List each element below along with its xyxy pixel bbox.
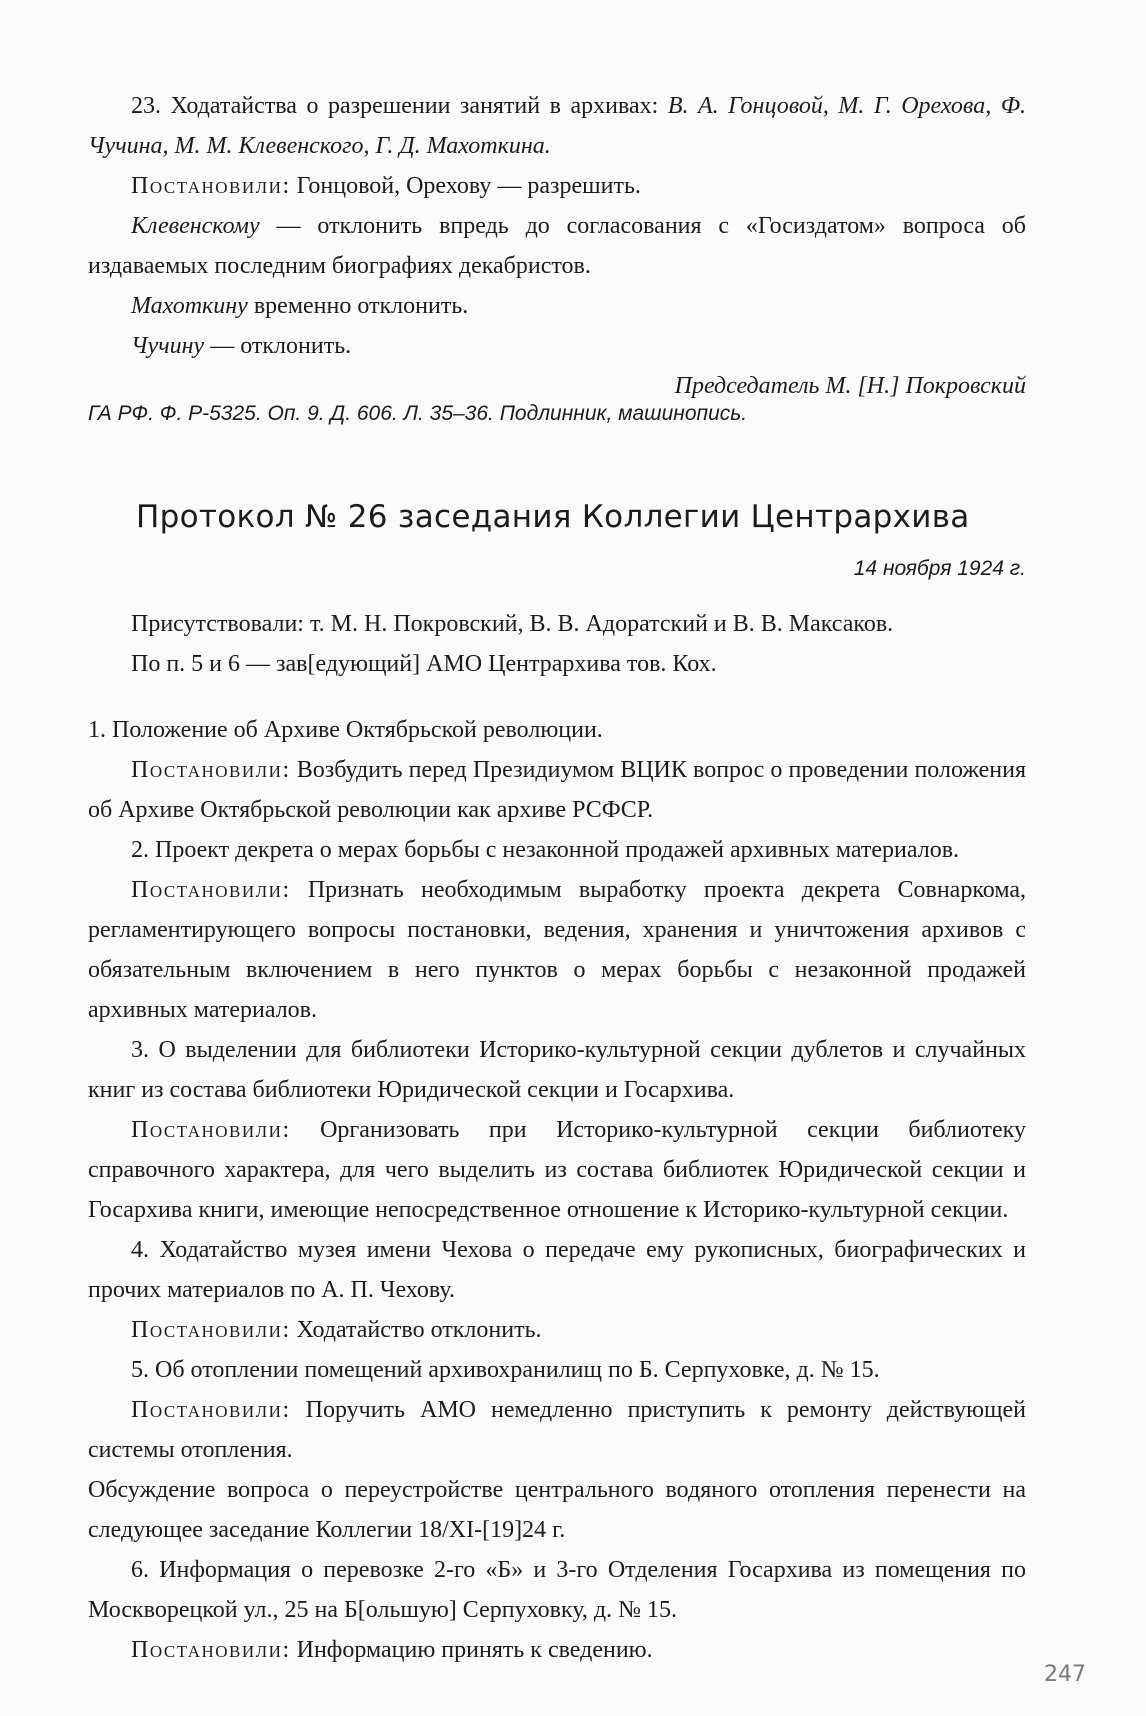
resolved-text: Гонцовой, Орехову — разрешить. [290, 173, 641, 199]
signature: Председатель М. [Н.] Покровский [674, 373, 1026, 399]
resolution-text: Ходатайство отклонить. [290, 1317, 542, 1343]
agenda-item-6: 6. Информация о перевозке 2-го «Б» и 3-го Отделения Госархива из помещения по Москворецкой ул., 25 на Б[ольшую] Серпуховку, д. № 15. [88, 1557, 1026, 1623]
item-23-resolution [88, 166, 1026, 206]
agenda-item-4: 4. Ходатайство музея имени Чехова о передаче ему рукописных, биографических и прочих материалов по А. П. Чехову. [88, 1237, 1026, 1303]
attendance-block [88, 604, 1026, 684]
resolution-4 [88, 1310, 1026, 1350]
item-23-names: В. А. Гонцовой, М. Г. Орехова, Ф. Чучина, М. М. Клевенского, Г. Д. Махоткина. [88, 93, 1026, 159]
item-23-klevensky [88, 206, 1026, 286]
chuchin-name: Чучину [131, 333, 205, 359]
attendance-line-2: По п. 5 и 6 — зав[едующий] АМО Центрархива тов. Кох. [131, 651, 717, 677]
resolution-text: Признать необходимым выработку проекта декрета Совнаркома, регламентирующего вопросы постановки, ведения, хранения и уничтожения архивов с обязательным включением в него пунктов о мерах борьбы с незаконной продажей архивных материалов. [88, 877, 1026, 1023]
resolution-1 [88, 750, 1026, 830]
item-23-lead: 23. Ходатайства о разрешении занятий в архивах: [131, 93, 668, 119]
resolution-label: Постановили: [131, 877, 291, 903]
resolution-text: Поручить АМО немедленно приступить к ремонту действующей системы отопления. [88, 1397, 1026, 1463]
resolution-label: Постановили: [131, 1317, 291, 1343]
archive-reference: ГА РФ. Ф. Р-5325. Оп. 9. Д. 606. Л. 35–36. Подлинник, машинопись. [88, 402, 748, 425]
attendance-line: Присутствовали: т. М. Н. Покровский, В. В. Адоратский и В. В. Максаков. [131, 611, 894, 637]
item-23-block [88, 86, 1026, 406]
resolution-label: Постановили: [131, 1117, 291, 1143]
resolved-label: Постановили: [131, 173, 291, 199]
resolution-5-note: Обсуждение вопроса о переустройстве центрального водяного отопления перенести на следующее заседание Коллегии 18/XI-[19]24 г. [88, 1477, 1026, 1543]
resolution-label: Постановили: [131, 1637, 291, 1663]
resolution-5 [88, 1390, 1026, 1470]
makhotkin-text: временно отклонить. [247, 293, 469, 319]
resolution-label: Постановили: [131, 757, 291, 783]
item-23-paragraph [88, 86, 1026, 166]
document-title: Протокол № 26 заседания Коллегии Центрархива [136, 499, 970, 535]
item-23-chuchin [88, 326, 1026, 366]
document-date: 14 ноября 1924 г. [853, 557, 1026, 580]
resolution-text: Организовать при Историко-культурной секции библиотеку справочного характера, для чего выделить из состава библиотек Юридической секции и Госархива книги, имеющие непосредственное отношение к Историко-культурной секции. [88, 1117, 1026, 1223]
resolution-6 [88, 1630, 1026, 1670]
resolution-text: Возбудить перед Президиумом ВЦИК вопрос о проведении положения об Архиве Октябрьской революции как архиве РСФСР. [88, 757, 1026, 823]
chuchin-text: — отклонить. [204, 333, 352, 359]
agenda-item-3: 3. О выделении для библиотеки Историко-культурной секции дублетов и случайных книг из состава библиотеки Юридической секции и Госархива. [88, 1037, 1026, 1103]
makhotkin-name: Махоткину [131, 293, 248, 319]
klevensky-name: Клевенскому [131, 213, 260, 239]
resolution-label: Постановили: [131, 1397, 291, 1423]
agenda-items [88, 710, 1026, 1670]
agenda-item-1: 1. Положение об Архиве Октябрьской революции. [88, 717, 603, 743]
klevensky-text: — отклонить впредь до согласования с «Госиздатом» вопроса об издаваемых последним биографиях декабристов. [88, 213, 1026, 279]
item-23-makhotkin [88, 286, 1026, 326]
resolution-2 [88, 870, 1026, 1030]
resolution-text: Информацию принять к сведению. [290, 1637, 653, 1663]
agenda-item-2: 2. Проект декрета о мерах борьбы с незаконной продажей архивных материалов. [131, 837, 960, 863]
resolution-3 [88, 1110, 1026, 1230]
agenda-item-5: 5. Об отоплении помещений архивохранилищ по Б. Серпуховке, д. № 15. [131, 1357, 880, 1383]
page-number: 247 [1044, 1662, 1086, 1687]
